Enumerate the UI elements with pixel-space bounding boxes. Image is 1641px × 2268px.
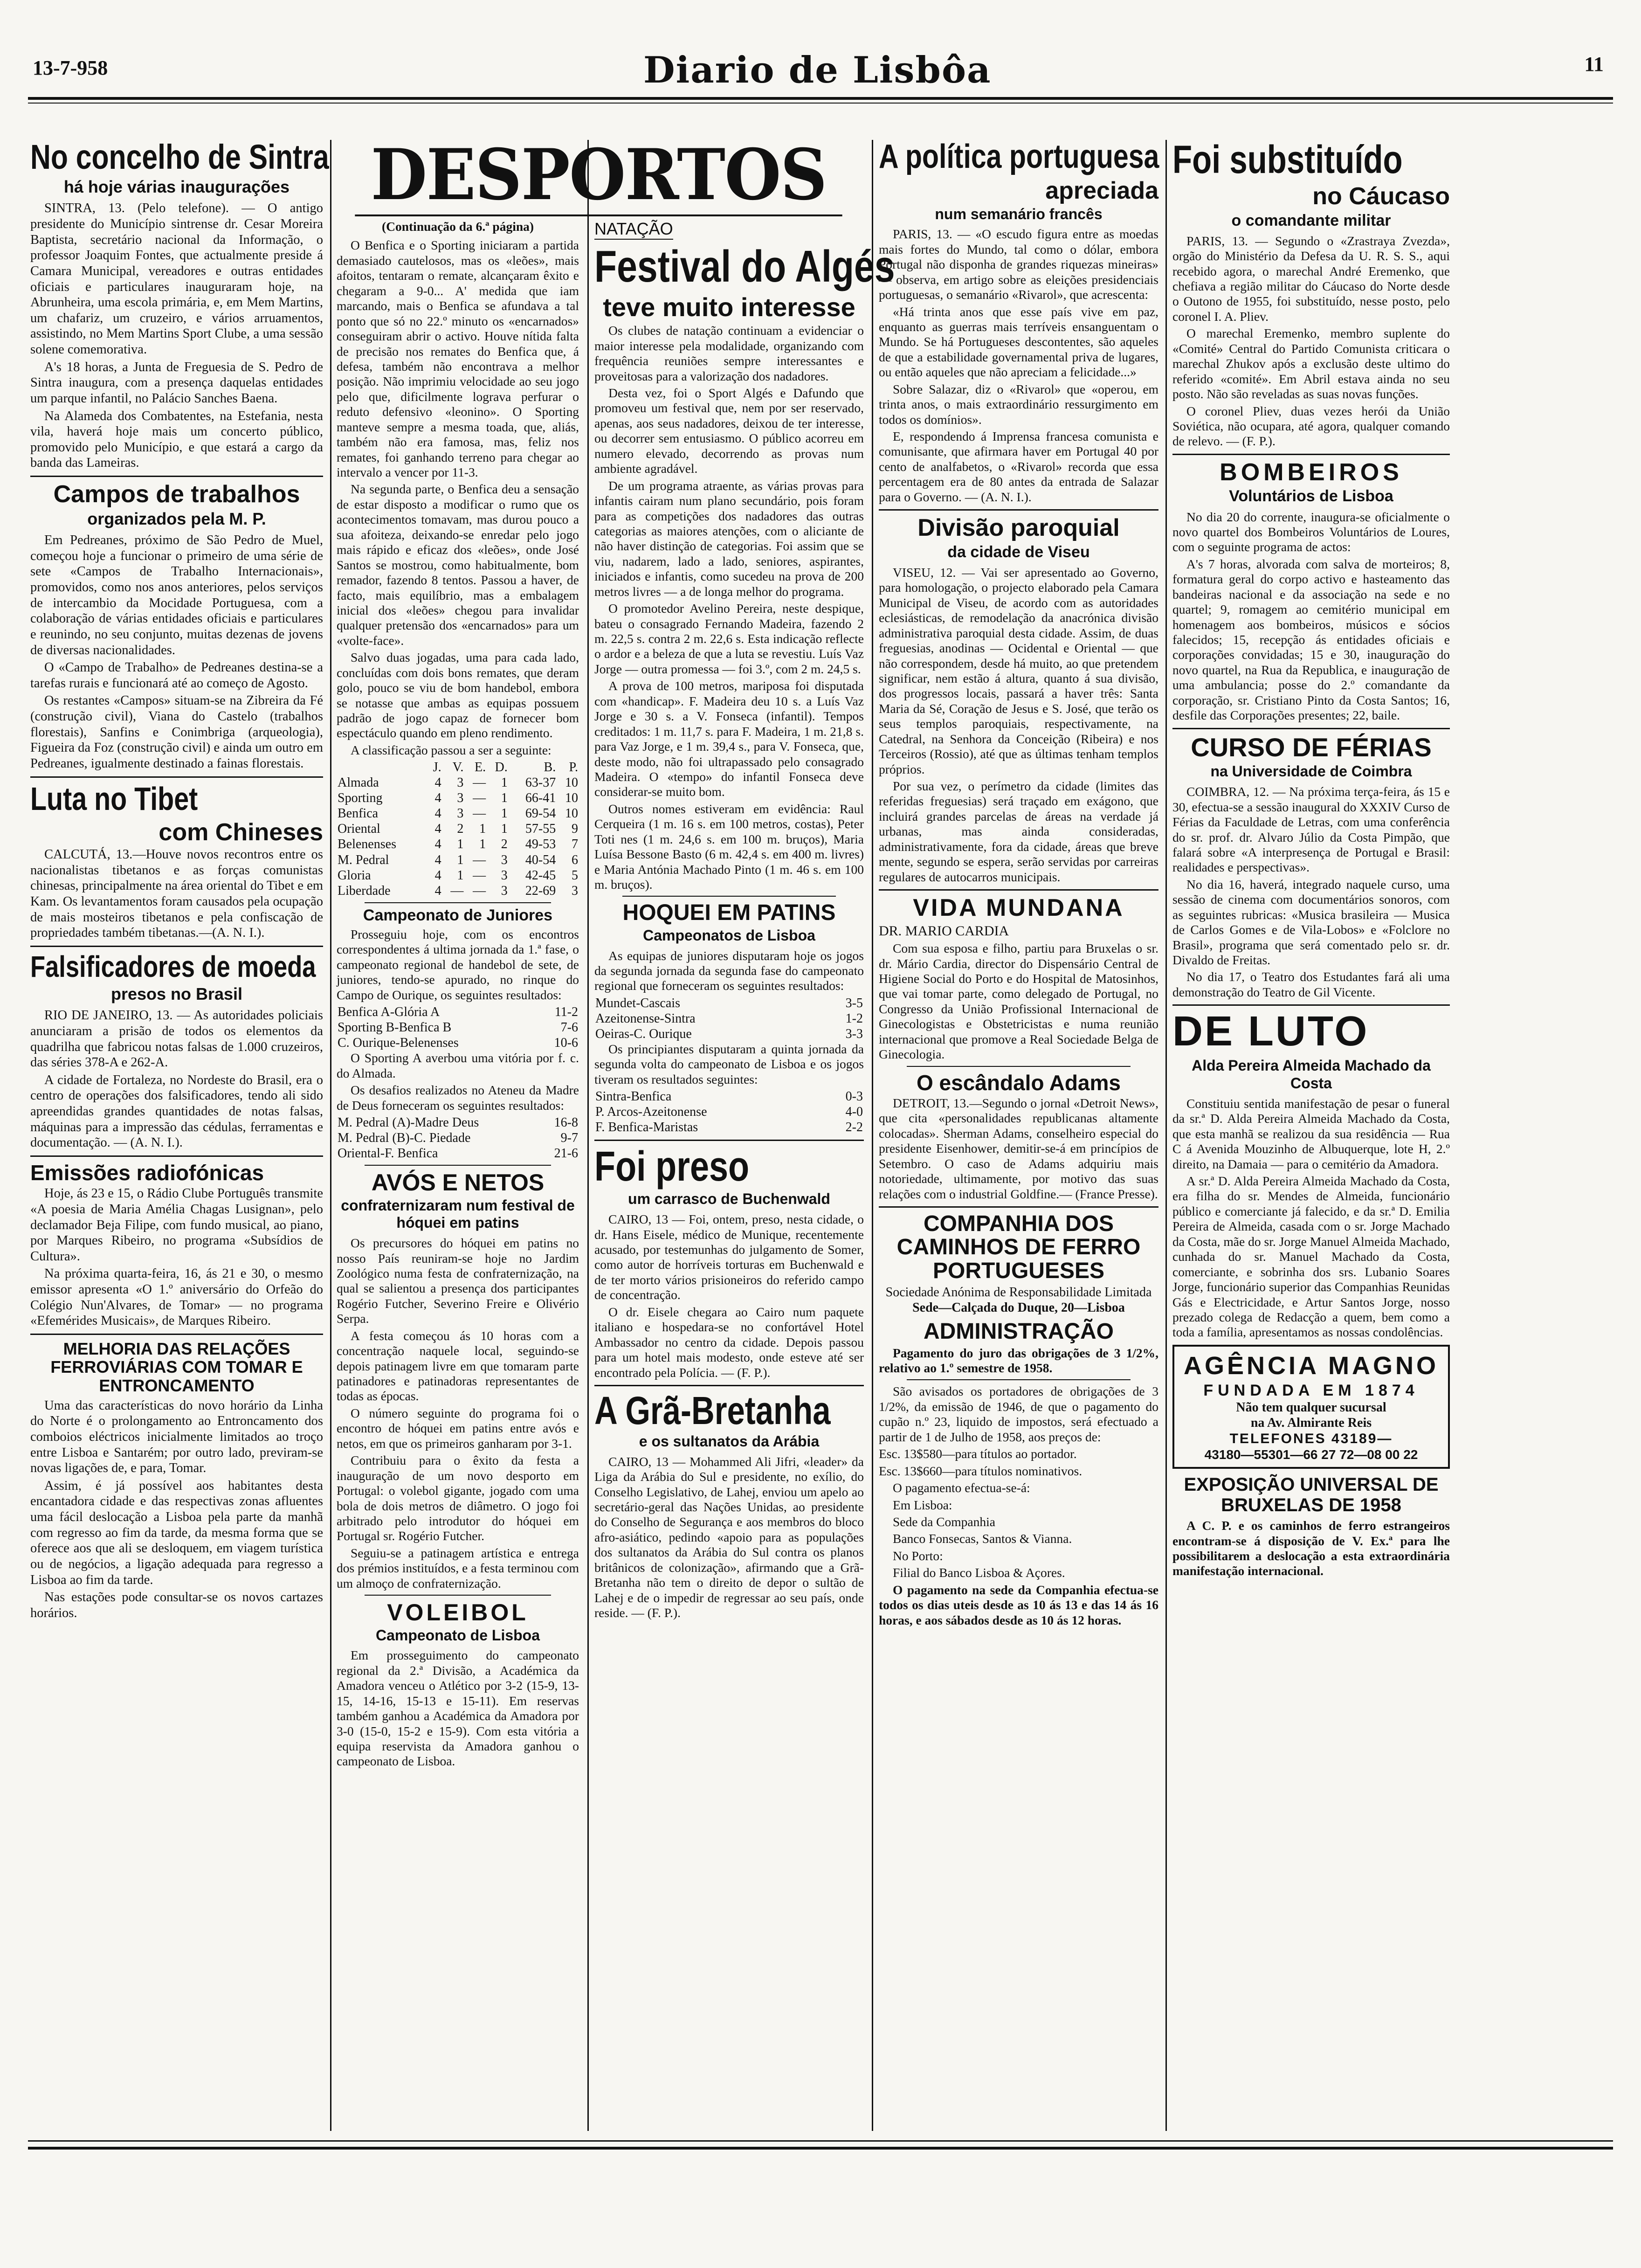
paragraph: A festa começou ás 10 horas com a concentração naquele local, seguindo-se depois patinagem livre em que tomaram parte patinadores e patinadoras representantes de todas as épocas. (337, 1328, 579, 1404)
table-cell: 2 (501, 837, 508, 852)
table-cell: 4 (434, 883, 441, 898)
table-row (594, 1104, 864, 1120)
subheadline: Campeonato de Lisboa (375, 1626, 540, 1644)
paragraph: Na segunda parte, o Benfica deu a sensação de estar disposto a modificar o rumo que os acontecimentos tomavam, mas durou pouco a sua afoiteza, deixando-se enredar pelo jogo mais rápido e eficaz dos «leões», onde José Santos se mostrou, como habitualmente, bom remador, fazendo 8 tentos. Passou a haver, de facto, mais equilíbrio, mas a embalagem inicial dos «leões» chegou para invalidar qualquer pretensão dos «encarnados» para um «volte-face». (337, 482, 579, 648)
ad-line: na Av. Almirante Reis (1250, 1415, 1372, 1430)
table-cell: 0-3 (845, 1089, 863, 1104)
table-cell: 1 (501, 822, 508, 837)
table-header (337, 760, 579, 775)
table-cell: 10 (565, 806, 578, 821)
table-cell: — (473, 868, 486, 883)
article-sintra (30, 138, 329, 471)
table-cell: 16-8 (554, 1115, 578, 1130)
price-line: Esc. 13$580—para títulos ao portador. (879, 1446, 1077, 1461)
section-rule (30, 1334, 323, 1335)
table-cell: 1 (501, 806, 508, 821)
table-cell: P. (569, 760, 578, 775)
table-cell: 3 (457, 806, 464, 821)
table-cell: 57-55 (525, 822, 556, 837)
paragraph: O número seguinte do programa foi o encontro de hóquei em patins entre avós e netos, em que os primeiros ganharam por 3-1. (337, 1405, 579, 1451)
table-cell: — (473, 883, 486, 898)
headline: VIDA MUNDANA (913, 894, 1124, 922)
subheadline: Campeonatos de Lisboa (643, 927, 815, 944)
paragraph: PARIS, 13. — Segundo o «Zrastraya Zvezda», orgão do Ministério da Defesa da U. R. S. S., aqui recebido agora, o marechal André Eremenko, que chefiava a região militar do Cáucaso do Norte desde o Outono de 1955, foi substituído, nesse posto, pelo coronel I. A. Pliev. (1172, 233, 1450, 324)
table-row (594, 1089, 864, 1104)
paragraph: O coronel Pliev, duas vezes herói da União Soviética, não ocupara, até agora, qualquer comando de relevo. — (F. P.). (1172, 403, 1450, 449)
table-cell: 4 (434, 868, 441, 883)
advertisement-agencia-magno (1172, 1345, 1450, 1469)
section-rule (1172, 454, 1450, 455)
subheadline: teve muito interesse (603, 292, 855, 322)
table-cell: M. Pedral (338, 852, 389, 867)
table-cell: Benfica A-Glória A (338, 1005, 440, 1020)
table-cell: 1-2 (845, 1011, 863, 1026)
table-cell: — (473, 806, 486, 821)
table-cell: 9-7 (560, 1131, 578, 1146)
headline: A Grã-Bretanha (594, 1388, 831, 1432)
headline: CURSO DE FÉRIAS (1191, 732, 1432, 762)
table-row (337, 790, 579, 806)
section-rule (879, 509, 1158, 511)
newspaper-title: Diario de Lisbôa (643, 49, 992, 91)
headline: Emissões radiofónicas (30, 1160, 264, 1185)
table-cell: 1 (501, 791, 508, 806)
paragraph: A C. P. e os caminhos de ferro estrangeiros encontram-se á disposição de V. Ex.ª para lhe possibilitarem a deslocação a esta extraordinária manifestação internacional. (1172, 1518, 1450, 1578)
table-cell: 4 (434, 837, 441, 852)
column-2-sports (337, 134, 861, 216)
paragraph: Contribuiu para o êxito da festa a inauguração de um novo desporto em Portugal: o volebol gigante, jogado com uma bola de dois metros de diâmetro. O jogo foi arbitrado pelo introdutor do hóquei em Portugal sr. Rogério Futcher. (337, 1453, 579, 1543)
paragraph: O promotedor Avelino Pereira, neste despique, bateu o consagrado Fernando Madeira, fazendo 2 m. 22,5 s. contra 2 m. 22,6 s. Esta indicação reflecte o ardor e a beleza de que a luta se revestiu. Luís Vaz Jorge — outra promessa — foi 3.º, com 2 m. 24,5 s. (594, 601, 864, 676)
column-1 (30, 138, 329, 1623)
table-cell: Belenenses (338, 837, 396, 852)
table-row (337, 806, 579, 821)
column-3 (594, 219, 895, 1623)
paragraph: PARIS, 13. — «O escudo figura entre as moedas mais fortes do Mundo, tal como o dólar, embora Portugal não disponha de grandes riquezas mineiras» — observa, em artigo sobre as eleições presidenciais portuguesas, o semanário «Rivarol», que acrescenta: (879, 227, 1158, 302)
table-cell: 7 (572, 837, 578, 852)
table-row (337, 1020, 579, 1035)
results-table (337, 1115, 579, 1161)
paragraph: Os clubes de natação continuam a evidenciar o maior interesse pela modalidade, organizando com frequência reuniões sempre interessantes e proveitosas para a valorização dos nadadores. (594, 323, 864, 383)
article-bombeiros (1172, 460, 1450, 723)
table-row (594, 1026, 864, 1042)
headline: O escândalo Adams (916, 1070, 1121, 1095)
table-cell: E. (475, 760, 486, 775)
paragraph: O Sporting A averbou uma vitória por f. c. do Almada. (337, 1051, 579, 1080)
headline-line-2: apreciada (1045, 177, 1158, 204)
paragraph: VISEU, 12. — Vai ser apresentado ao Governo, para homologação, o projecto elaborado pela Camara Municipal de Viseu, de acordo com as autoridades eclesiásticas, de remodelação da anacrónica divisão administrativa paroquial desta cidade. Assim, de duas freguesias, anodinas — Ocidental e Oriental — que não correspondem, desde há muito, ao que pretendem significar, nem estão á altura, quanto á sua divisão, dos progressos locais, passará a haver três: Santa Maria da Sé, Coração de Jesus e S. José, que terão os seus templos paroquiais, respectivamente, na Catedral, na Senhora da Conceição (Ribeira) e nos Terceiros (Rossio), até que as últimas tenham templos próprios. (879, 565, 1158, 776)
table-cell: 1 (479, 837, 486, 852)
column-4 (879, 140, 1158, 1630)
paragraph: O pagamento efectua-se-á: (893, 1480, 1030, 1495)
paragraph: A classificação passou a ser a seguinte: (351, 742, 552, 757)
headline: Festival do Algés (594, 242, 895, 292)
notice-title: ADMINISTRAÇÃO (924, 1319, 1114, 1344)
table-cell: Azeitonense-Sintra (595, 1011, 696, 1026)
paragraph: Os precursores do hóquei em patins no nosso País reuniram-se hoje no Jardim Zoológico numa festa de confraternização, na qual se salientou a presença dos participantes Rogério Futcher, Severino Freire e Olivério Serpa. (337, 1236, 579, 1326)
paragraph: São avisados os portadores de obrigações de 3 1/2%, da emissão de 1946, de que o pagamento do cupão n.º 23, liquido de impostos, será efectuado a partir de 1 de Julho de 1958, aos preços de: (879, 1384, 1158, 1444)
column-divider (330, 140, 331, 2131)
table-cell: 63-37 (525, 775, 556, 790)
paragraph: CALCUTÁ, 13.—Houve novos recontros entre os nacionalistas tibetanos e as forças comunistas chinesas, principalmente na área oriental do Tibet e em Kam. Os levantamentos foram causados pela ocupação de mais mosteiros tibetanos e pela confiscação de propriedades também tibetanas.—(A. N. I.). (30, 847, 323, 940)
column-divider (872, 140, 873, 2131)
table-cell: 1 (457, 837, 464, 852)
table-row (337, 883, 579, 899)
place-line: No Porto: (893, 1548, 943, 1563)
table-cell: J. (433, 760, 441, 775)
table-cell: Almada (338, 775, 379, 790)
paragraph: CAIRO, 13 — Foi, ontem, preso, nesta cidade, o dr. Hans Eisele, médico de Munique, recentemente acusado, por testemunhas do julgamento de Somer, como autor de horríveis torturas em Buchenwald e de ter morto vários prisioneiros do referido campo de concentração. (594, 1212, 864, 1302)
headline: HOQUEI EM PATINS (622, 900, 836, 926)
separator (365, 1595, 551, 1596)
paragraph: Constituiu sentida manifestação de pesar o funeral da sr.ª D. Alda Pereira Almeida Machado da Costa, que esta manhã se realizou da sua residência — Rua C á Avenida Mouzinho de Albuquerque, lote H, 2.º direito, na Damaia — para o cemitério da Amadora. (1172, 1096, 1450, 1171)
table-cell: 1 (457, 868, 464, 883)
masthead-rule-thin (28, 103, 1613, 104)
paragraph: Outros nomes estiveram em evidência: Raul Cerqueira (1 m. 16 s. em 100 metros, costas), Peter Toti nes (1 m. 24,6 s. em 100 m. bruços), Maria Luísa Bessone Basto (6 m. 42,4 s. em 400 m. livres) e Maria Antónia Machado Pinto (1 m. 46 s. em 100 m. bruços). (594, 801, 864, 892)
article-melhoria (30, 1340, 323, 1621)
subheadline: confraternizaram num festival de hóquei em patins (341, 1196, 575, 1231)
paragraph: Uma das características do novo horário da Linha do Norte é o prolongamento ao Entroncamento dos comboios eléctricos inicialmente limitados ao troço entre Lisboa e Santarém; por outro lado, previram-se novas ligações de, e para, Tomar. (30, 1398, 323, 1476)
section-rule (30, 946, 323, 947)
table-cell: 3 (457, 775, 464, 790)
section-rule (1172, 728, 1450, 729)
table-cell: 3 (501, 868, 508, 883)
subheadline: e os sultanatos da Arábia (639, 1432, 820, 1450)
paragraph: Pagamento do juro das obrigações de 3 1/2%, relativo ao 1.º semestre de 1958. (879, 1345, 1158, 1376)
article-emissoes (30, 1162, 323, 1329)
table-cell: 3 (572, 883, 578, 898)
notice-cp (879, 1212, 1158, 1628)
separator (365, 1165, 551, 1166)
paragraph: COIMBRA, 12. — Na próxima terça-feira, ás 15 e 30, efectua-se a sessão inaugural do XXXIV Curso de Férias da Faculdade de Letras, com uma conferência do sr. prof. dr. Alvaro Júlio da Costa Pimpão, que falará sobre «A interpresença de Portugal e Brasil: realidades e perspectivas». (1172, 784, 1450, 875)
table-cell: V. (452, 760, 464, 775)
paragraph: Nas estações pode consultar-se os novos cartazes horários. (30, 1590, 323, 1620)
table-cell: Sporting (338, 791, 383, 806)
headline: Campos de trabalhos (53, 481, 300, 508)
subheadline: Alda Pereira Almeida Machado da Costa (1192, 1057, 1431, 1092)
table-cell: 42-45 (525, 868, 556, 883)
results-table (594, 1089, 864, 1135)
paragraph: No dia 20 do corrente, inaugura-se oficialmente o novo quartel dos Bombeiros Voluntários de Loures, com o seguinte programa de actos: (1172, 509, 1450, 554)
place-line: Sede da Companhia (893, 1514, 995, 1529)
section-rule (30, 1155, 323, 1157)
ad-title: AGÊNCIA MAGNO (1184, 1351, 1439, 1380)
page-number: 11 (1584, 53, 1604, 76)
paragraph: CAIRO, 13 — Mohammed Ali Jifri, «leader» da Liga da Arábia do Sul e presidente, no exílio, do Conselho Legislativo, de Lahej, enviou um apelo ao secretário-geral das Nações Unidas, ao presidente do Conselho de Segurança e aos membros do bloco afro-asiático, pedindo «apoio para as populações dos sultanatos da Arábia do Sul contra os planos britânicos de colonização», afirmando que a Grã-Bretanha não tem o direito de depor o sultão de Lahej e de o impedir de regressar ao seu país, onde reside. — (F. P.). (594, 1454, 864, 1620)
subheadline: DR. MARIO CARDIA (879, 923, 1009, 939)
place-line: Em Lisboa: (893, 1497, 952, 1512)
subheadline: um carrasco de Buchenwald (628, 1190, 830, 1208)
column-divider (587, 140, 589, 2131)
table-cell: 22-69 (525, 883, 556, 898)
paragraph: Em Pedreanes, próximo de São Pedro de Muel, começou hoje a funcionar o primeiro de uma série de sete «Campos de Trabalho Internacionais», promovidos, como nos anos anteriores, pelos serviços de intercambio da Mocidade Portuguesa, com a colaboração de várias entidades oficiais e particulares e reunindo, no seu conjunto, muitas dezenas de jovens de diversas nacionalidades. (30, 533, 323, 657)
table-cell: 10 (565, 791, 578, 806)
table-cell: 3 (501, 883, 508, 898)
table-row (337, 1146, 579, 1161)
subheadline: Sociedade Anónima de Responsabilidade Limitada (885, 1285, 1152, 1300)
table-cell: 4-0 (845, 1105, 863, 1120)
paragraph: Assim, é já possível aos habitantes desta encantadora cidade e das respectivas zonas afluentes uma fácil deslocação a Lisboa pela parte da manhã com regresso ao fim da tarde, da mesma forma que se oferece aos que ali se desloquem, em viagem turística ou de negócios, a ligação adequada para regresso a Lisboa ao fim da tarde. (30, 1478, 323, 1587)
separator (365, 902, 551, 903)
paragraph: Os desafios realizados no Ateneu da Madre de Deus forneceram os seguintes resultados: (337, 1083, 579, 1113)
table-cell: — (473, 775, 486, 790)
headline: Foi preso (594, 1143, 750, 1190)
table-cell: F. Benfica-Maristas (595, 1120, 698, 1135)
headline: Foi substituído (1172, 138, 1403, 181)
paragraph: O pagamento na sede da Companhia efectua-se todos os dias uteis desde as 10 ás 13 e das 14 ás 16 horas, e aos sábados desde as 10 ás 12 horas. (879, 1582, 1158, 1627)
table-cell: 4 (434, 822, 441, 837)
headline: Luta no Tibet (30, 780, 198, 817)
place-line: Banco Fonsecas, Santos & Vianna. (893, 1531, 1072, 1546)
footer-rule (28, 2140, 1613, 2142)
section-rule (879, 889, 1158, 891)
table-row (337, 775, 579, 790)
standings-table (337, 760, 579, 898)
table-row (337, 1035, 579, 1051)
table-cell: — (450, 883, 464, 898)
table-cell: 69-54 (525, 806, 556, 821)
table-cell: Sporting B-Benfica B (338, 1020, 452, 1035)
paragraph: A sr.ª D. Alda Pereira Almeida Machado da Costa, era filha do sr. Mendes de Almeida, funcionário público e comerciante já falecido, e da sr.ª D. Emilia Pereira de Almeida, casada com o sr. Jorge Machado da Costa, mãe do sr. Jorge Manuel Almeida Machado, cunhada do sr. Manuel Machado da Costa, comerciante, e sobrinha dos srs. Lubanio Soares Jorge, funcionário superior das Companhias Reunidas Gás e Electricidade, e Artur Santos Jorge, nosso prezado colega de Redacção a quem, bem como a toda a família, apresentamos as nossas condolências. (1172, 1174, 1450, 1340)
table-cell: 21-6 (554, 1146, 578, 1161)
address: Sede—Calçada do Duque, 20—Lisboa (912, 1300, 1125, 1315)
table-cell: 66-41 (525, 791, 556, 806)
table-row (594, 996, 864, 1011)
paragraph: Prosseguiu hoje, com os encontros correspondentes á ultima jornada da 1.ª fase, o campeonato regional de handebol de sete, de juniores, tendo-se apurado, no rinque do Campo de Ourique, os seguintes resultados: (337, 927, 579, 1002)
paragraph: E, respondendo á Imprensa francesa comunista e comunisante, que afirmara haver em Portugal 40 por cento de analfabetos, o «Rivarol» recorda que essa percentagem era de 80 antes da entrada de Salazar para o Governo. — (A. N. I.). (879, 429, 1158, 504)
table-cell: 1 (501, 775, 508, 790)
place-line: Filial do Banco Lisboa & Açores. (893, 1565, 1065, 1580)
section-rule (594, 1385, 864, 1386)
ad-line: Não tem qualquer sucursal (1236, 1400, 1386, 1415)
headline-line-2: no Cáucaso (1312, 183, 1450, 210)
table-row (337, 1130, 579, 1146)
subheadline: da cidade de Viseu (947, 543, 1090, 561)
table-cell: 3-5 (845, 996, 863, 1010)
table-cell: 11-2 (554, 1005, 578, 1020)
headline: A política portuguesa (879, 138, 1159, 175)
table-cell: 4 (434, 791, 441, 806)
ad-phones: TELEFONES 43189— (1229, 1431, 1393, 1446)
paragraph: A's 7 horas, alvorada com salva de morteiros; 8, formatura geral do corpo activo e hasteamento das bandeiras nacional e da associação na sede e no quartel; 9, romagem ao cemitério municipal em homenagem aos bombeiros, músicos e sócios falecidos; 15, recepção ás entidades oficiais e corporações convidadas; 15 e 30, inauguração do novo quartel, na Rua da Republica, e inauguração de uma ambulancia; posse do 2.º comandante da corporação, sr. Cristiano Pinto da Costa Santos; 16, desfile das Corporações presentes; 22, baile. (1172, 556, 1450, 723)
table-row (337, 1115, 579, 1130)
table-row (594, 1011, 864, 1026)
table-cell: 2 (457, 822, 464, 837)
masthead (0, 0, 1641, 98)
table-cell: 9 (572, 822, 578, 837)
table-cell: 3 (501, 852, 508, 867)
article-vida-mundana (879, 895, 1158, 1062)
headline: No concelho de Sintra (30, 138, 329, 176)
table-cell: D. (495, 760, 508, 775)
ad-line: FUNDADA EM 1874 (1203, 1381, 1419, 1399)
subheadline: organizados pela M. P. (87, 509, 266, 528)
subheadline: num semanário francês (935, 205, 1103, 222)
table-cell: Liberdade (338, 883, 391, 898)
subheadline: presos no Brasil (110, 984, 243, 1003)
table-cell: Sintra-Benfica (595, 1089, 672, 1104)
table-cell: 2-2 (845, 1120, 863, 1135)
paragraph: A prova de 100 metros, mariposa foi disputada com «handicap». F. Madeira deu 10 s. a Luís Vaz Jorge e 30 s. a V. Fonseca (infantil). Tempos creditados: 1 m. 11,7 s. para F. Madeira, 1 m. 21,8 s. para Vaz Jorge, e 1 m. 39,4 s., para V. Fonseca, que, deste modo, não foi ultrapassado pelo consagrado Madeira. O «tempo» do infantil Fonseca deve considerar-se muito bom. (594, 678, 864, 799)
paragraph: O marechal Eremenko, membro suplente do «Comité» Central do Partido Comunista criticara o marechal Zhukov após a exclusão deste ultimo do referido «comité». Em Abril estava ainda no seu posto. Não são reveladas as suas novas funções. (1172, 326, 1450, 401)
headline: MELHORIA DAS RELAÇÕES FERROVIÁRIAS COM TOMAR E ENTRONCAMENTO (50, 1339, 303, 1396)
table-cell: 4 (434, 852, 441, 867)
table-cell: 3 (457, 791, 464, 806)
table-cell: 1 (457, 852, 464, 867)
table-cell: 10-6 (554, 1036, 578, 1051)
table-cell: 6 (572, 852, 578, 867)
paragraph: SINTRA, 13. (Pelo telefone). — O antigo presidente do Município sintrense dr. Cesar Moreira Baptista, secretário nacional da Informação, o professor Joaquim Fontes, que actualmente preside á Camara Municipal, vereadores e outras entidades oficiais e particulares inauguraram hoje, na Abrunheira, uma escola primária, e, em Mem Martins, um chafariz, um cruzeiro, e vários arruamentos, assistindo, no Mem Martins Sport Clube, a uma sessão solene comemorativa. (30, 201, 323, 357)
table-cell: Oriental (338, 822, 380, 837)
paragraph: Com sua esposa e filho, partiu para Bruxelas o sr. dr. Mário Cardia, director do Dispensário Central de Higiene Social do Porto e do Hospital de Matosinhos, que vai tomar parte, como delegado de Portugal, no Congresso da União Profissional Internacional de Ginecologistas e Obstetricistas e numa reunião internacional que promove a Real Sociedade Belga de Ginecologia. (879, 941, 1158, 1062)
table-cell: 49-53 (525, 837, 556, 852)
separator (907, 1066, 1131, 1067)
table-cell: M. Pedral (A)-Madre Deus (338, 1115, 479, 1130)
separator (907, 1379, 1131, 1380)
headline: BOMBEIROS (1220, 458, 1403, 486)
subheadline: Voluntários de Lisboa (1229, 487, 1393, 505)
paragraph: Os principiantes disputaram a quinta jornada da segunda volta do campeonato de Lisboa e os jogos tiveram os resultados seguintes: (594, 1042, 864, 1086)
paragraph: Por sua vez, o perímetro da cidade (limites das referidas freguesias) será traçado em exágono, que incluirá grandes parcelas de áreas na verdade já urbanas, mas ainda consideradas, administrativamente, fora da cidade, áreas que breve mente, segundo se espera, serão servidas por carreiras regulares de autocarros municipais. (879, 779, 1158, 884)
paragraph: DETROIT, 13.—Segundo o jornal «Detroit News», que cita «personalidades republicanas altamente colocadas». Sherman Adams, conselheiro especial do presidente Eisenhower, demitir-se-á em princípios de Setembro. O caso de Adams adquiriu mais notoriedade, ultimamente, por motivo das suas relações com o industrial Goldfine.— (France Presse). (879, 1095, 1158, 1201)
table-row (337, 821, 579, 837)
paragraph: O Benfica e o Sporting iniciaram a partida demasiado cautelosos, mas os «leões», mais afoitos, tentaram o remate, alcançaram êxito e chegaram a 9-0... A' medida que iam marcando, mais o Benfica se afundava a tal ponto que só no 22.º minuto os «encarnados» conseguiram abrir o activo. Houve nítida falta de precisão nos remates do Benfica que, á defesa, também não encontrava a melhor posição. Não imprimiu velocidade ao seu jogo pelo que, dificilmente lograva perfurar o reduto defensivo «leonino». O Sporting manteve sempre a mesma toada, que, aliás, também não era famosa, mas, feliz nos remates, foi ganhando terreno para chegar ao intervalo a vencer por 11-3. (337, 238, 579, 479)
paragraph: Sobre Salazar, diz o «Rivarol» que «operou, em trinta anos, o mais extraordinário ressurgimento em todos os domínios». (879, 381, 1158, 427)
table-cell: P. Arcos-Azeitonense (595, 1105, 707, 1120)
table-cell: Mundet-Cascais (595, 996, 680, 1010)
headline: COMPANHIA DOS CAMINHOS DE FERRO PORTUGUESES (896, 1211, 1141, 1283)
column-2a (337, 219, 579, 1771)
article-bruxelas (1172, 1474, 1450, 1579)
headline: Divisão paroquial (917, 514, 1120, 542)
issue-date: 13-7-958 (33, 56, 108, 79)
table-cell: — (473, 791, 486, 806)
table-cell: — (473, 852, 486, 867)
ad-phones: 43180—55301—66 27 72—08 00 22 (1204, 1447, 1418, 1462)
article-adams (879, 1072, 1158, 1202)
table-cell: Gloria (338, 868, 371, 883)
table-cell: 10 (565, 775, 578, 790)
table-row (337, 837, 579, 852)
article-politica (879, 140, 1158, 505)
table-cell: 5 (572, 868, 578, 883)
table-row (337, 868, 579, 883)
paragraph: A's 18 horas, a Junta de Freguesia de S. Pedro de Sintra inaugura, com a presença daquelas entidades um parque infantil, no Palácio Sanches Baena. (30, 360, 323, 406)
results-table (594, 996, 864, 1042)
paragraph: De um programa atraente, as várias provas para infantis cairam num plano secundário, pois foram para as competições dos nadadores das outras categorias as maiores atenções, com o aliciante de não haver distinção de categorias. Foi assim que se viu, nadarem, lado a lado, seniores, aspirantes, iniciados e infantis, como sucedeu na prova de 200 metros livres — a de longa melhor do programa. (594, 478, 864, 599)
table-cell: C. Ourique-Belenenses (338, 1036, 459, 1051)
paragraph: Na próxima quarta-feira, 16, ás 21 e 30, o mesmo emissor apresenta «O 1.º aniversário do Orfeão do Colégio Nun'Alvares, de Tomar» — no programa «Efemérides Musicais», de Marques Ribeiro. (30, 1266, 323, 1328)
section-rule (879, 1206, 1158, 1208)
section-rule (30, 776, 323, 778)
table-cell: 7-6 (560, 1020, 578, 1035)
table-cell: Benfica (338, 806, 379, 821)
paragraph: O dr. Eisele chegara ao Cairo num paquete italiano e hospedara-se no confortável Hotel Ambassador no centro da cidade. Depois passou para um hotel mais modesto, onde esteve até ser encontrado pela Polícia. — (F. P.). (594, 1304, 864, 1380)
headline: DE LUTO (1172, 1008, 1369, 1055)
section-rule (1172, 1004, 1450, 1006)
headline: Falsificadores de moeda (30, 949, 316, 983)
kicker: NATAÇÃO (594, 219, 673, 240)
paragraph: Desta vez, foi o Sport Algés e Dafundo que promoveu um festival que, nem por ser reservado, apenas, aos seus nadadores, deixou de ter interesse, ou decorrer sem entusiasmo. O público acorreu em numero elevado, decorrendo as provas num ambiente agradável. (594, 386, 864, 476)
column-divider (1165, 140, 1167, 2131)
continuation-note: (Continuação da 6.ª página) (381, 219, 534, 234)
table-cell: 3-3 (845, 1026, 863, 1041)
table-row (337, 852, 579, 868)
headline: VOLEIBOL (387, 1599, 529, 1626)
table-cell: M. Pedral (B)-C. Piedade (338, 1131, 471, 1146)
article-falsificadores (30, 949, 323, 1151)
table-cell: 40-54 (525, 852, 556, 867)
table-cell: 1 (479, 822, 486, 837)
table-cell: 4 (434, 775, 441, 790)
table-row (594, 1120, 864, 1135)
article-campos (30, 482, 323, 771)
paragraph: Hoje, ás 23 e 15, o Rádio Clube Português transmite «A poesia de Maria Amélia Chagas Lusignan», pelo declamador Beja Filipe, com fundo musical, ao piano, por Marques Ribeiro, no programa «Subsídios de Cultura». (30, 1186, 323, 1264)
table-cell: Oeiras-C. Ourique (595, 1026, 692, 1041)
table-cell: 4 (434, 806, 441, 821)
headline: Campeonato de Juniores (363, 906, 553, 924)
paragraph: A cidade de Fortaleza, no Nordeste do Brasil, era o centro de operações dos falsificadores, tendo ali sido apreendidas grandes quantidades de notas falsas, máquinas para a impressão das cédulas, ferramentas e documentação. — (A. N. I.). (30, 1072, 323, 1150)
paragraph: No dia 17, o Teatro dos Estudantes fará ali uma demonstração do Teatro de Gil Vicente. (1172, 969, 1450, 999)
headline: AVÓS E NETOS (371, 1169, 545, 1196)
article-viseu (879, 515, 1158, 885)
paragraph: Seguiu-se a patinagem artística e entrega dos prémios instituídos, e a festa terminou com um almoço de confraternização. (337, 1545, 579, 1590)
paragraph: «Há trinta anos que esse país vive em paz, enquanto as guerras mais terríveis ensanguentam o Mundo. Se há Portugueses descontentes, são aqueles de que a estabilidade governamental priva de lugares, ou então aqueles que não apreciam a felicidade...» (879, 304, 1158, 380)
table-cell: Oriental-F. Benfica (338, 1146, 438, 1161)
paragraph: Na Alameda dos Combatentes, na Estefania, nesta vila, haverá hoje mais um concerto público, promovido pelo Município, e que estará a cargo da banda das Lameiras. (30, 408, 323, 470)
subheadline: com Chineses (159, 818, 323, 846)
subheadline: na Universidade de Coimbra (1210, 763, 1412, 780)
article-luto (1172, 1010, 1450, 1340)
masthead-rule (28, 97, 1613, 100)
footer-rule-thick (28, 2147, 1613, 2150)
subheadline: o comandante militar (1231, 211, 1391, 229)
price-line: Esc. 13$660—para títulos nominativos. (879, 1463, 1083, 1478)
column-5 (1172, 140, 1450, 1581)
section-rule (594, 1140, 864, 1141)
section-rule (30, 476, 323, 477)
paragraph: Em prosseguimento do campeonato regional da 2.ª Divisão, a Académica da Amadora venceu o Atlético por 3-2 (15-9, 13-15, 14-16, 15-13 e 15-11). Em reservas também ganhou a Académica da Amadora por 3-0 (15-0, 15-2 e 15-9). Com esta vitória a equipa reservista da Amadora ganhou o campeonato de Lisboa. (337, 1648, 579, 1769)
paragraph: No dia 16, haverá, integrado naquele curso, uma sessão de cinema com documentários sonoros, com as seguintes rubricas: «Musica brasileira — Musica de Carlos Gomes e de Vila-Lobos» e «Folclore no Brasil», programa que será comentado pelo sr. dr. Divaldo de Freitas. (1172, 877, 1450, 968)
results-table (337, 1004, 579, 1051)
separator (622, 896, 836, 897)
table-cell (337, 760, 427, 775)
section-title: DESPORTOS (355, 140, 842, 216)
article-tibet (30, 782, 323, 941)
article-curso (1172, 734, 1450, 1000)
table-row (337, 1004, 579, 1020)
paragraph: RIO DE JANEIRO, 13. — As autoridades policiais anunciaram a prisão de todos os elementos da quadrilha que fabricou notas falsas de 1.000 cruzeiros, das séries 378-A e 262-A. (30, 1008, 323, 1070)
paragraph: As equipas de juniores disputaram hoje os jogos da segunda jornada da segunda fase do campeonato regional que forneceram os seguintes resultados: (594, 948, 864, 993)
article-caucaso (1172, 140, 1450, 449)
paragraph: O «Campo de Trabalho» de Pedreanes destina-se a tarefas rurais e funcionará até ao começo de Agosto. (30, 660, 323, 691)
paragraph: Os restantes «Campos» situam-se na Zibreira da Fé (construção civil), Viana do Castelo (trabalhos florestais), Sanfins e Conimbriga (arqueologia), Figueira da Foz (construção civil) e ainda um outro em Pedreanes, igualmente destinado a fainas florestais. (30, 693, 323, 771)
headline: EXPOSIÇÃO UNIVERSAL DE BRUXELAS DE 1958 (1184, 1474, 1439, 1516)
table-cell: B. (544, 760, 556, 775)
paragraph: Salvo duas jogadas, uma para cada lado, concluídas com dois bons remates, que deram golo, pouco se viu de bom handebol, embora se notasse que ambas as equipas possuem padrão de jogo capaz de fornecer bom espectáculo quando em pleno rendimento. (337, 650, 579, 740)
subheadline: há hoje várias inaugurações (63, 177, 290, 196)
